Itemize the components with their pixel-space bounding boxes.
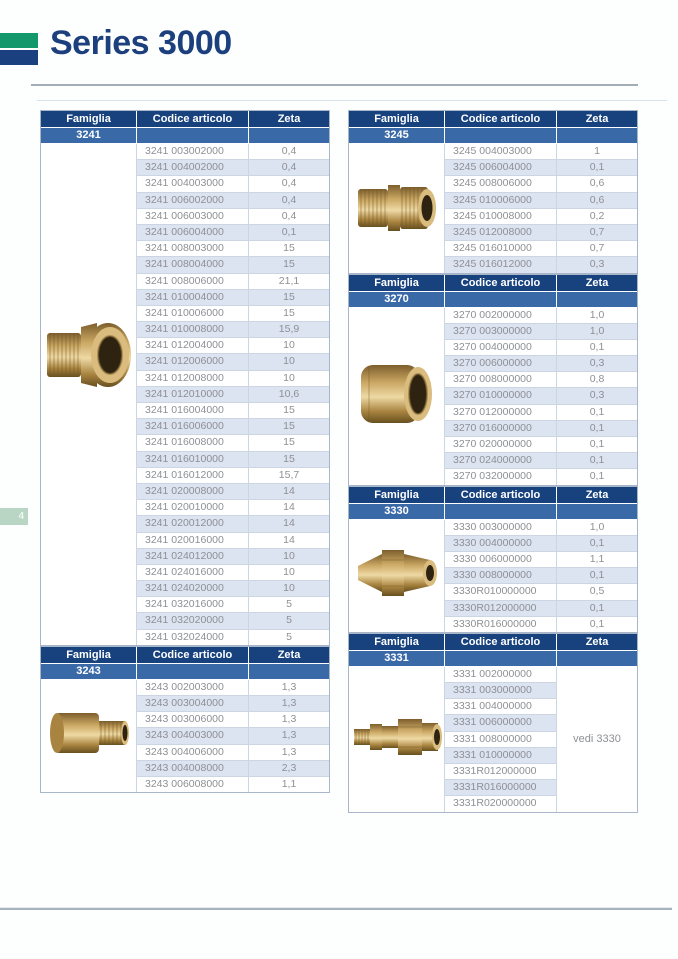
- article-code: 3241 024012000: [137, 549, 248, 564]
- table-row: [445, 257, 637, 272]
- zeta-value: 15: [249, 435, 329, 450]
- table-header-row: [349, 111, 637, 127]
- table-row: [137, 403, 329, 418]
- table-row: [445, 469, 637, 484]
- article-code: 3245 016010000: [445, 241, 556, 256]
- table-row: [445, 209, 637, 224]
- table-row: [137, 435, 329, 450]
- table-row: [137, 290, 329, 305]
- table-row: [137, 371, 329, 386]
- article-code: 3331R016000000: [445, 780, 556, 795]
- article-code: 3241 006004000: [137, 225, 248, 240]
- article-code: 3270 002000000: [445, 308, 556, 323]
- zeta-value: 0,1: [557, 453, 637, 468]
- product-table-3331: [348, 633, 638, 813]
- article-code: 3241 016004000: [137, 403, 248, 418]
- zeta-value: 1,3: [249, 712, 329, 727]
- header-codice-articolo: Codice articolo: [137, 111, 248, 127]
- family-row: [349, 292, 637, 307]
- header-zeta: Zeta: [557, 634, 637, 650]
- family-row-spacer: [137, 664, 248, 679]
- family-row: [41, 128, 329, 143]
- product-table-3270: [348, 274, 638, 486]
- header-zeta: Zeta: [557, 487, 637, 503]
- table-header-row: [349, 634, 637, 650]
- table-body: [349, 144, 637, 273]
- zeta-value: 1,1: [557, 552, 637, 567]
- table-row: [137, 144, 329, 159]
- zeta-value: 0,8: [557, 372, 637, 387]
- table-row: [137, 712, 329, 727]
- article-code: 3241 008006000: [137, 274, 248, 289]
- table-row: [445, 732, 556, 747]
- table-row: [137, 516, 329, 531]
- table-body: [41, 144, 329, 645]
- zeta-value: 14: [249, 500, 329, 515]
- table-row: [137, 500, 329, 515]
- table-header-row: [41, 111, 329, 127]
- table-row: [137, 696, 329, 711]
- header-zeta: Zeta: [557, 111, 637, 127]
- article-code: 3241 032024000: [137, 630, 248, 645]
- article-code: 3331R012000000: [445, 764, 556, 779]
- product-table-3330: [348, 486, 638, 633]
- zeta-value: 15: [249, 257, 329, 272]
- zeta-value: 0,4: [249, 176, 329, 191]
- table-row: [137, 354, 329, 369]
- article-code: 3245 008006000: [445, 176, 556, 191]
- column-right: [348, 110, 636, 813]
- table-row: [445, 601, 637, 616]
- family-row-spacer: [557, 128, 637, 143]
- table-body: [349, 667, 637, 812]
- zeta-value: 15: [249, 403, 329, 418]
- table-row: [137, 581, 329, 596]
- zeta-value: 0,3: [557, 388, 637, 403]
- header-codice-articolo: Codice articolo: [137, 647, 248, 663]
- header-zeta: Zeta: [557, 275, 637, 291]
- zeta-value: 15: [249, 306, 329, 321]
- zeta-value: 15: [249, 290, 329, 305]
- table-row: [137, 225, 329, 240]
- socket-icon: [359, 359, 435, 434]
- article-code: 3330R012000000: [445, 601, 556, 616]
- table-row: [445, 340, 637, 355]
- table-row: [137, 452, 329, 467]
- article-code: 3241 010006000: [137, 306, 248, 321]
- table-row: [445, 796, 556, 811]
- zeta-value: 0,1: [557, 617, 637, 632]
- header-famiglia: Famiglia: [41, 647, 136, 663]
- article-code: 3241 012008000: [137, 371, 248, 386]
- zeta-value: 10: [249, 371, 329, 386]
- zeta-value: 5: [249, 597, 329, 612]
- article-code: 3245 012008000: [445, 225, 556, 240]
- article-code: 3330R010000000: [445, 584, 556, 599]
- family-code: 3243: [41, 664, 136, 679]
- zeta-value: 0,4: [249, 209, 329, 224]
- zeta-value: 0,5: [557, 584, 637, 599]
- zeta-value: 1,0: [557, 520, 637, 535]
- article-code: 3241 006003000: [137, 209, 248, 224]
- article-code: 3241 024020000: [137, 581, 248, 596]
- table-row: [137, 257, 329, 272]
- article-code: 3270 016000000: [445, 421, 556, 436]
- table-header-row: [349, 487, 637, 503]
- table-row: [137, 533, 329, 548]
- family-row-spacer: [445, 651, 556, 666]
- zeta-value: 0,7: [557, 225, 637, 240]
- zeta-value: 2,3: [249, 761, 329, 776]
- header-accent-green-bar: [0, 33, 38, 48]
- table-row: [137, 306, 329, 321]
- family-row-spacer: [557, 651, 637, 666]
- header-codice-articolo: Codice articolo: [445, 275, 556, 291]
- article-code: 3241 020010000: [137, 500, 248, 515]
- table-row: [445, 324, 637, 339]
- zeta-value: 15: [249, 241, 329, 256]
- article-code: 3331 010000000: [445, 748, 556, 763]
- zeta-value: 0,7: [557, 241, 637, 256]
- family-code: 3331: [349, 651, 444, 666]
- article-code: 3330 003000000: [445, 520, 556, 535]
- article-code: 3241 010008000: [137, 322, 248, 337]
- table-rows: [445, 144, 637, 273]
- header-famiglia: Famiglia: [349, 275, 444, 291]
- table-row: [137, 468, 329, 483]
- family-row: [349, 651, 637, 666]
- family-row-spacer: [137, 128, 248, 143]
- table-row: [445, 699, 556, 714]
- zeta-value: 10,6: [249, 387, 329, 402]
- title-rule: [31, 84, 638, 86]
- table-body: [349, 520, 637, 632]
- zeta-value: 0,6: [557, 193, 637, 208]
- article-code: 3270 020000000: [445, 437, 556, 452]
- article-code: 3241 006002000: [137, 193, 248, 208]
- article-code: 3241 032020000: [137, 613, 248, 628]
- zeta-value: 0,1: [557, 469, 637, 484]
- zeta-value: 1,3: [249, 696, 329, 711]
- table-row: [445, 193, 637, 208]
- zeta-value: 0,6: [557, 176, 637, 191]
- table-row: [445, 144, 637, 159]
- product-photo-3243: [41, 680, 136, 792]
- article-code: 3241 016010000: [137, 452, 248, 467]
- table-row: [137, 777, 329, 792]
- table-row: [137, 680, 329, 695]
- zeta-value: 5: [249, 630, 329, 645]
- article-code: 3241 012010000: [137, 387, 248, 402]
- article-code: 3270 012000000: [445, 405, 556, 420]
- article-code: 3241 003002000: [137, 144, 248, 159]
- zeta-value: 0,4: [249, 160, 329, 175]
- table-row: [137, 565, 329, 580]
- article-code: 3241 012004000: [137, 338, 248, 353]
- article-code: 3245 006004000: [445, 160, 556, 175]
- table-rows: [137, 680, 329, 792]
- article-code: 3241 008003000: [137, 241, 248, 256]
- zeta-value: 15,7: [249, 468, 329, 483]
- table-row: [137, 193, 329, 208]
- article-code: 3243 003006000: [137, 712, 248, 727]
- table-row: [445, 520, 637, 535]
- zeta-value: 1,0: [557, 308, 637, 323]
- family-row-spacer: [249, 664, 329, 679]
- column-left: [40, 110, 328, 793]
- table-row: [137, 322, 329, 337]
- table-row: [445, 715, 556, 730]
- table-row: [137, 338, 329, 353]
- extension-icon: [47, 707, 131, 764]
- zeta-value: 0,1: [557, 340, 637, 355]
- article-code: 3331 002000000: [445, 667, 556, 682]
- table-row: [445, 225, 637, 240]
- zeta-value: 0,1: [249, 225, 329, 240]
- table-rows: [137, 144, 329, 645]
- family-row-spacer: [445, 504, 556, 519]
- family-row: [41, 664, 329, 679]
- header-codice-articolo: Codice articolo: [445, 634, 556, 650]
- zeta-value: 10: [249, 338, 329, 353]
- nipple-icon: [356, 175, 438, 242]
- zeta-value: 10: [249, 581, 329, 596]
- article-code: 3241 010004000: [137, 290, 248, 305]
- table-row: [137, 274, 329, 289]
- footer-rule: [0, 907, 672, 910]
- table-row: [137, 209, 329, 224]
- family-code: 3270: [349, 292, 444, 307]
- article-code: 3330R016000000: [445, 617, 556, 632]
- product-table-3241: [40, 110, 330, 646]
- article-code: 3241 016008000: [137, 435, 248, 450]
- article-code: 3330 004000000: [445, 536, 556, 551]
- article-code: 3330 008000000: [445, 568, 556, 583]
- zeta-value: 14: [249, 516, 329, 531]
- zeta-value: 10: [249, 565, 329, 580]
- table-body: [349, 308, 637, 485]
- zeta-value: 0,1: [557, 536, 637, 551]
- page-title: Series 3000: [50, 24, 232, 62]
- article-code: 3241 016006000: [137, 419, 248, 434]
- article-code: 3241 024016000: [137, 565, 248, 580]
- table-row: [445, 356, 637, 371]
- family-row-spacer: [445, 292, 556, 307]
- article-code: 3270 024000000: [445, 453, 556, 468]
- article-code: 3270 006000000: [445, 356, 556, 371]
- table-row: [445, 388, 637, 403]
- family-row-spacer: [557, 504, 637, 519]
- article-code: 3270 010000000: [445, 388, 556, 403]
- table-row: [137, 160, 329, 175]
- table-row: [445, 421, 637, 436]
- article-code: 3241 012006000: [137, 354, 248, 369]
- table-row: [137, 630, 329, 645]
- zeta-value: 10: [249, 549, 329, 564]
- article-code: 3331 004000000: [445, 699, 556, 714]
- family-row-spacer: [557, 292, 637, 307]
- article-code: 3245 010008000: [445, 209, 556, 224]
- article-code: 3245 010006000: [445, 193, 556, 208]
- table-row: [445, 536, 637, 551]
- union-icon: [356, 544, 438, 607]
- zeta-value: 0,1: [557, 437, 637, 452]
- table-row: [445, 617, 637, 632]
- article-code: 3331 008000000: [445, 732, 556, 747]
- table-row: [445, 764, 556, 779]
- zeta-value: 14: [249, 533, 329, 548]
- table-row: [137, 597, 329, 612]
- table-row: [445, 568, 637, 583]
- product-photo-3330: [349, 520, 444, 632]
- header-codice-articolo: Codice articolo: [445, 111, 556, 127]
- table-row: [445, 176, 637, 191]
- zeta-value: 0,3: [557, 257, 637, 272]
- article-code: 3243 004008000: [137, 761, 248, 776]
- article-code: 3243 004006000: [137, 745, 248, 760]
- header-accent-navy-bar: [0, 50, 38, 65]
- family-row-spacer: [249, 128, 329, 143]
- article-code: 3241 004002000: [137, 160, 248, 175]
- zeta-value: 0,1: [557, 160, 637, 175]
- table-header-row: [41, 647, 329, 663]
- article-code: 3243 004003000: [137, 728, 248, 743]
- article-code: 3241 008004000: [137, 257, 248, 272]
- product-photo-3331: [349, 667, 444, 812]
- zeta-value: 15,9: [249, 322, 329, 337]
- zeta-value: 21,1: [249, 274, 329, 289]
- article-code: 3241 020012000: [137, 516, 248, 531]
- header-famiglia: Famiglia: [349, 111, 444, 127]
- table-row: [137, 613, 329, 628]
- zeta-value: 5: [249, 613, 329, 628]
- header-famiglia: Famiglia: [41, 111, 136, 127]
- table-row: [445, 683, 556, 698]
- product-photo-3241: [41, 144, 136, 645]
- header-famiglia: Famiglia: [349, 487, 444, 503]
- table-header-row: [349, 275, 637, 291]
- zeta-value: 1,1: [249, 777, 329, 792]
- article-code: 3243 003004000: [137, 696, 248, 711]
- table-row: [445, 453, 637, 468]
- reducing-bush-icon: [45, 317, 133, 396]
- article-code: 3241 020008000: [137, 484, 248, 499]
- zeta-value: 10: [249, 354, 329, 369]
- family-code: 3245: [349, 128, 444, 143]
- article-code: 3243 002003000: [137, 680, 248, 695]
- zeta-value: 0,1: [557, 405, 637, 420]
- table-row: [445, 552, 637, 567]
- article-code: 3331R020000000: [445, 796, 556, 811]
- table-row: [137, 387, 329, 402]
- table-row: [445, 405, 637, 420]
- product-table-3245: [348, 110, 638, 274]
- product-table-3243: [40, 646, 330, 793]
- article-code: 3241 032016000: [137, 597, 248, 612]
- table-row: [445, 667, 556, 682]
- table-row: [445, 437, 637, 452]
- article-code: 3241 004003000: [137, 176, 248, 191]
- zeta-value: 15: [249, 419, 329, 434]
- header-codice-articolo: Codice articolo: [445, 487, 556, 503]
- zeta-value: 0,1: [557, 601, 637, 616]
- table-row: [445, 372, 637, 387]
- product-photo-3270: [349, 308, 444, 485]
- header-famiglia: Famiglia: [349, 634, 444, 650]
- article-code: 3270 003000000: [445, 324, 556, 339]
- article-code: 3241 016012000: [137, 468, 248, 483]
- zeta-value: 0,1: [557, 421, 637, 436]
- article-code: 3330 006000000: [445, 552, 556, 567]
- header-zeta: Zeta: [249, 647, 329, 663]
- faint-divider: [37, 100, 667, 101]
- article-code: 3245 016012000: [445, 257, 556, 272]
- article-code: 3270 032000000: [445, 469, 556, 484]
- family-row: [349, 504, 637, 519]
- table-body: [41, 680, 329, 792]
- table-row: [137, 176, 329, 191]
- table-row: [137, 745, 329, 760]
- table-row: [445, 160, 637, 175]
- table-row: [445, 241, 637, 256]
- family-code: 3330: [349, 504, 444, 519]
- zeta-value: 0,2: [557, 209, 637, 224]
- zeta-value: 0,3: [557, 356, 637, 371]
- zeta-value: 15: [249, 452, 329, 467]
- article-code: 3331 003000000: [445, 683, 556, 698]
- family-row: [349, 128, 637, 143]
- header-zeta: Zeta: [249, 111, 329, 127]
- article-code: 3245 004003000: [445, 144, 556, 159]
- zeta-value: 1,3: [249, 680, 329, 695]
- article-code: 3243 006008000: [137, 777, 248, 792]
- table-row: [137, 241, 329, 256]
- table-row: [137, 549, 329, 564]
- zeta-value: 1,3: [249, 728, 329, 743]
- table-row: [137, 484, 329, 499]
- article-code: 3241 020016000: [137, 533, 248, 548]
- table-row: [137, 419, 329, 434]
- zeta-merged-cell: vedi 3330: [557, 667, 637, 812]
- page-side-tab: 4: [0, 508, 28, 525]
- family-code: 3241: [41, 128, 136, 143]
- article-code: 3270 004000000: [445, 340, 556, 355]
- zeta-value: 0,1: [557, 568, 637, 583]
- zeta-value: 0,4: [249, 144, 329, 159]
- family-row-spacer: [445, 128, 556, 143]
- table-row: [137, 728, 329, 743]
- table-row: [137, 761, 329, 776]
- table-row: [445, 584, 637, 599]
- zeta-value: 1,0: [557, 324, 637, 339]
- zeta-value: 14: [249, 484, 329, 499]
- table-rows: [445, 667, 556, 812]
- product-photo-3245: [349, 144, 444, 273]
- article-code: 3331 006000000: [445, 715, 556, 730]
- table-rows: [445, 308, 637, 485]
- table-row: [445, 780, 556, 795]
- zeta-value: 0,4: [249, 193, 329, 208]
- male-union-icon: [352, 711, 442, 768]
- zeta-value: 1: [557, 144, 637, 159]
- zeta-value: 1,3: [249, 745, 329, 760]
- table-row: [445, 308, 637, 323]
- table-rows: [445, 520, 637, 632]
- table-row: [445, 748, 556, 763]
- article-code: 3270 008000000: [445, 372, 556, 387]
